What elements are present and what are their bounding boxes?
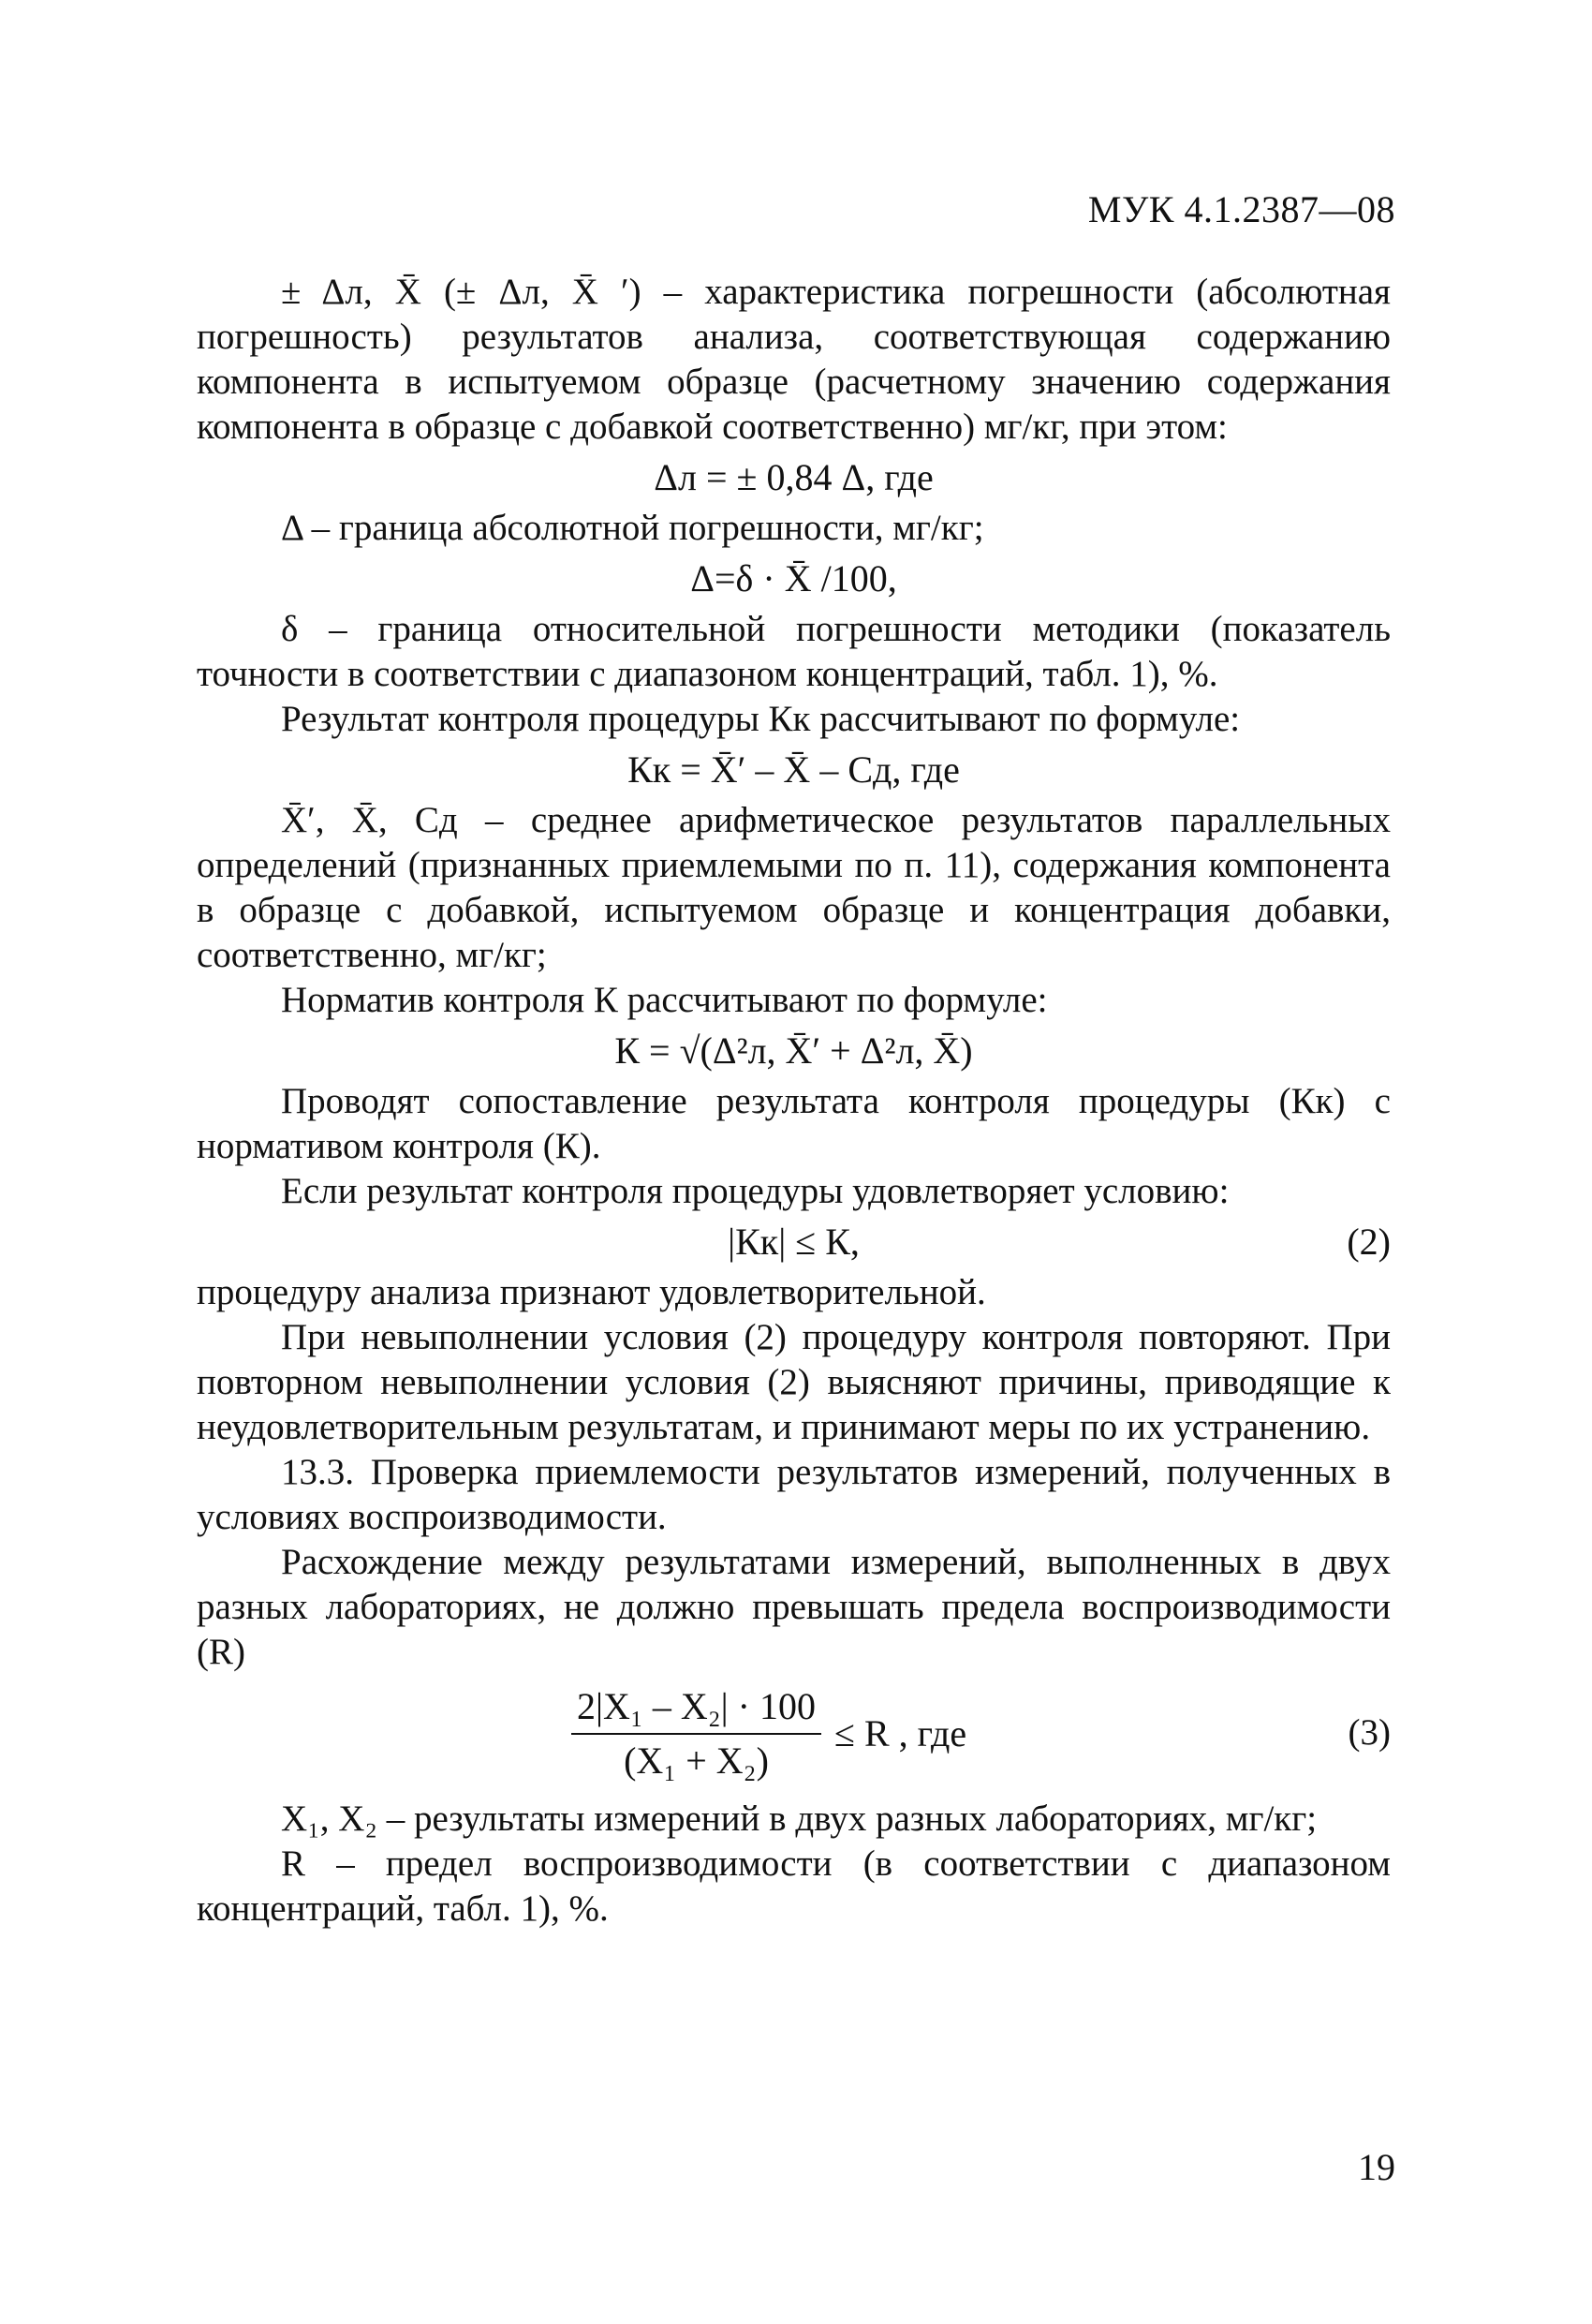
equation-number-2: (2): [1347, 1221, 1391, 1263]
formula-reproducibility-3: [197, 1684, 1391, 1787]
paragraph-kk-intro: Результат контроля процедуры Кк рассчитывают по формуле:: [281, 699, 1241, 739]
paragraph-mean-definition: X̄ʹ, X̄, Сд – среднее арифметическое результатов параллельных определений (признанных приемлемыми по п. 11), содержания компонента в образце с добавкой, испытуемом образце и концентрация добавки, соответственно, мг/кг;: [197, 800, 1391, 975]
paragraph-reproducibility: Расхождение между результатами измерений, выполненных в двух разных лабораториях, не должно превышать предела воспроизводимости (R): [197, 1542, 1391, 1672]
fraction: [571, 1684, 821, 1784]
fraction-expression: [571, 1684, 966, 1784]
paragraph-delta-definition: ± Δл, X̄ (± Δл, X̄ ʹ) – характеристика погрешности (абсолютная погрешность) результатов анализа, соответствующая содержанию компонента в испытуемом образце (расчетному значению содержания компонента в образце с добавкой соответственно) мг/кг, при этом:: [197, 272, 1391, 447]
formula-kk: Кк = X̄ʹ – X̄ – Сд, где: [627, 748, 960, 791]
paragraph-condition-intro: Если результат контроля процедуры удовлетворяет условию:: [281, 1171, 1230, 1211]
equation-number-3: (3): [1348, 1712, 1391, 1753]
page-number: 19: [1358, 2146, 1395, 2188]
fraction-tail: ≤ R , где: [834, 1712, 967, 1754]
formula-condition-2: [197, 1220, 1391, 1265]
paragraph-absolute-error: Δ – граница абсолютной погрешности, мг/кг;: [281, 508, 984, 548]
formula-delta: Δ=δ · X̄ /100,: [690, 557, 897, 600]
paragraph-satisfactory: процедуру анализа признают удовлетворительной.: [197, 1272, 986, 1312]
formula-delta-l: Δл = ± 0,84 Δ, где: [654, 456, 934, 498]
document-code-header: МУК 4.1.2387—08: [1087, 188, 1395, 230]
page-body: [197, 270, 1391, 1932]
fraction-numerator: 2|X₁ – X₂| · 100: [571, 1684, 821, 1735]
formula-condition-2-text: |Кк| ≤ К,: [728, 1221, 860, 1263]
formula-k: К = √(Δ²л, X̄ʹ + Δ²л, X̄): [614, 1029, 973, 1072]
paragraph-r-definition: R – предел воспроизводимости (в соответствии с диапазоном концентраций, табл. 1), %.: [197, 1843, 1391, 1929]
paragraph-section-13-3: 13.3. Проверка приемлемости результатов измерений, полученных в условиях воспроизводимости.: [197, 1452, 1391, 1537]
fraction-denominator: (X₁ + X₂): [624, 1739, 769, 1782]
paragraph-relative-error: δ – граница относительной погрешности методики (показатель точности в соответствии с диапазоном концентраций, табл. 1), %.: [197, 609, 1391, 694]
paragraph-failure: При невыполнении условия (2) процедуру контроля повторяют. При повторном невыполнении условия (2) выясняют причины, приводящие к неудовлетворительным результатам, и принимают меры по их устранению.: [197, 1317, 1391, 1447]
paragraph-x-definition: X₁, X₂ – результаты измерений в двух разных лабораториях, мг/кг;: [281, 1799, 1318, 1839]
paragraph-comparison: Проводят сопоставление результата контроля процедуры (Кк) с нормативом контроля (К).: [197, 1081, 1391, 1166]
paragraph-k-intro: Норматив контроля К рассчитывают по формуле:: [281, 980, 1048, 1020]
